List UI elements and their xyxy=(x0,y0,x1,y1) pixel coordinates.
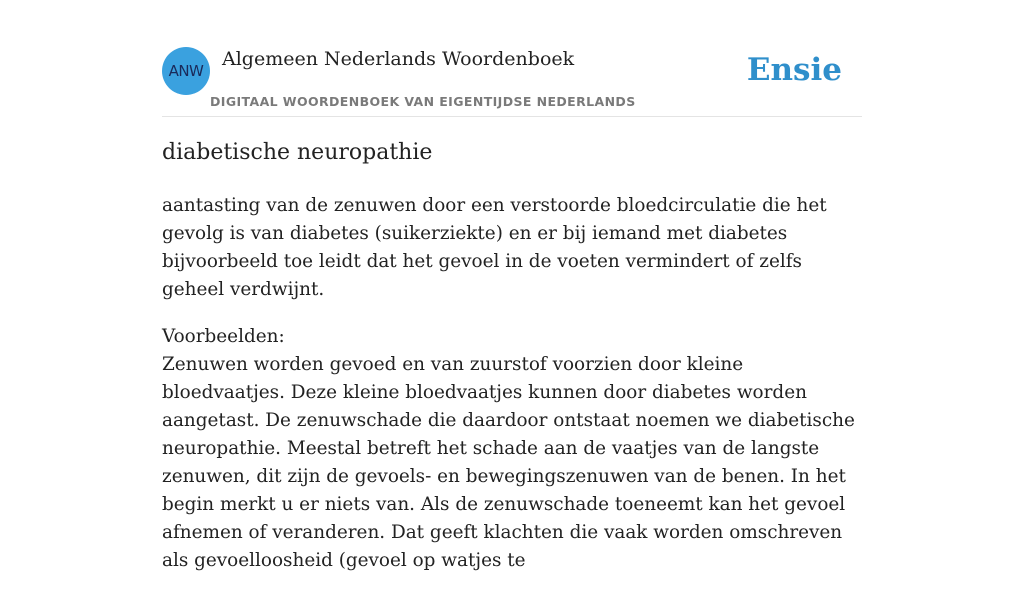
site-subtitle: DIGITAAL WOORDENBOEK VAN EIGENTIJDSE NEDERLANDS xyxy=(210,94,636,109)
site-header xyxy=(162,47,862,117)
entry-examples xyxy=(162,323,862,575)
anw-logo[interactable]: ANW xyxy=(162,47,210,95)
entry-content xyxy=(162,192,862,594)
site-title[interactable]: Algemeen Nederlands Woordenboek xyxy=(222,48,575,70)
examples-label: Voorbeelden: xyxy=(162,326,285,347)
ensie-brand-logo[interactable]: Ensie xyxy=(746,52,842,88)
example-text: Zenuwen worden gevoed en van zuurstof voorzien door kleine bloedvaatjes. Deze kleine bloedvaatjes kunnen door diabetes worden aangetast. De zenuwschade die daardoor ontstaat noemen we diabetische neuropathie. Meestal betreft het schade aan de vaatjes van de langste zenuwen, dit zijn de gevoels- en bewegingszenuwen van de benen. In het begin merkt u er niets van. Als de zenuwschade toeneemt kan het gevoel afnemen of veranderen. Dat geeft klachten die vaak worden omschreven als gevoelloosheid (gevoel op watjes te xyxy=(162,354,855,571)
entry-definition: aantasting van de zenuwen door een verstoorde bloedcirculatie die het gevolg is van diabetes (suikerziekte) en er bij iemand met diabetes bijvoorbeeld toe leidt dat het gevoel in de voeten vermindert of zelfs geheel verdwijnt. xyxy=(162,195,827,300)
entry-term: diabetische neuropathie xyxy=(162,140,433,165)
